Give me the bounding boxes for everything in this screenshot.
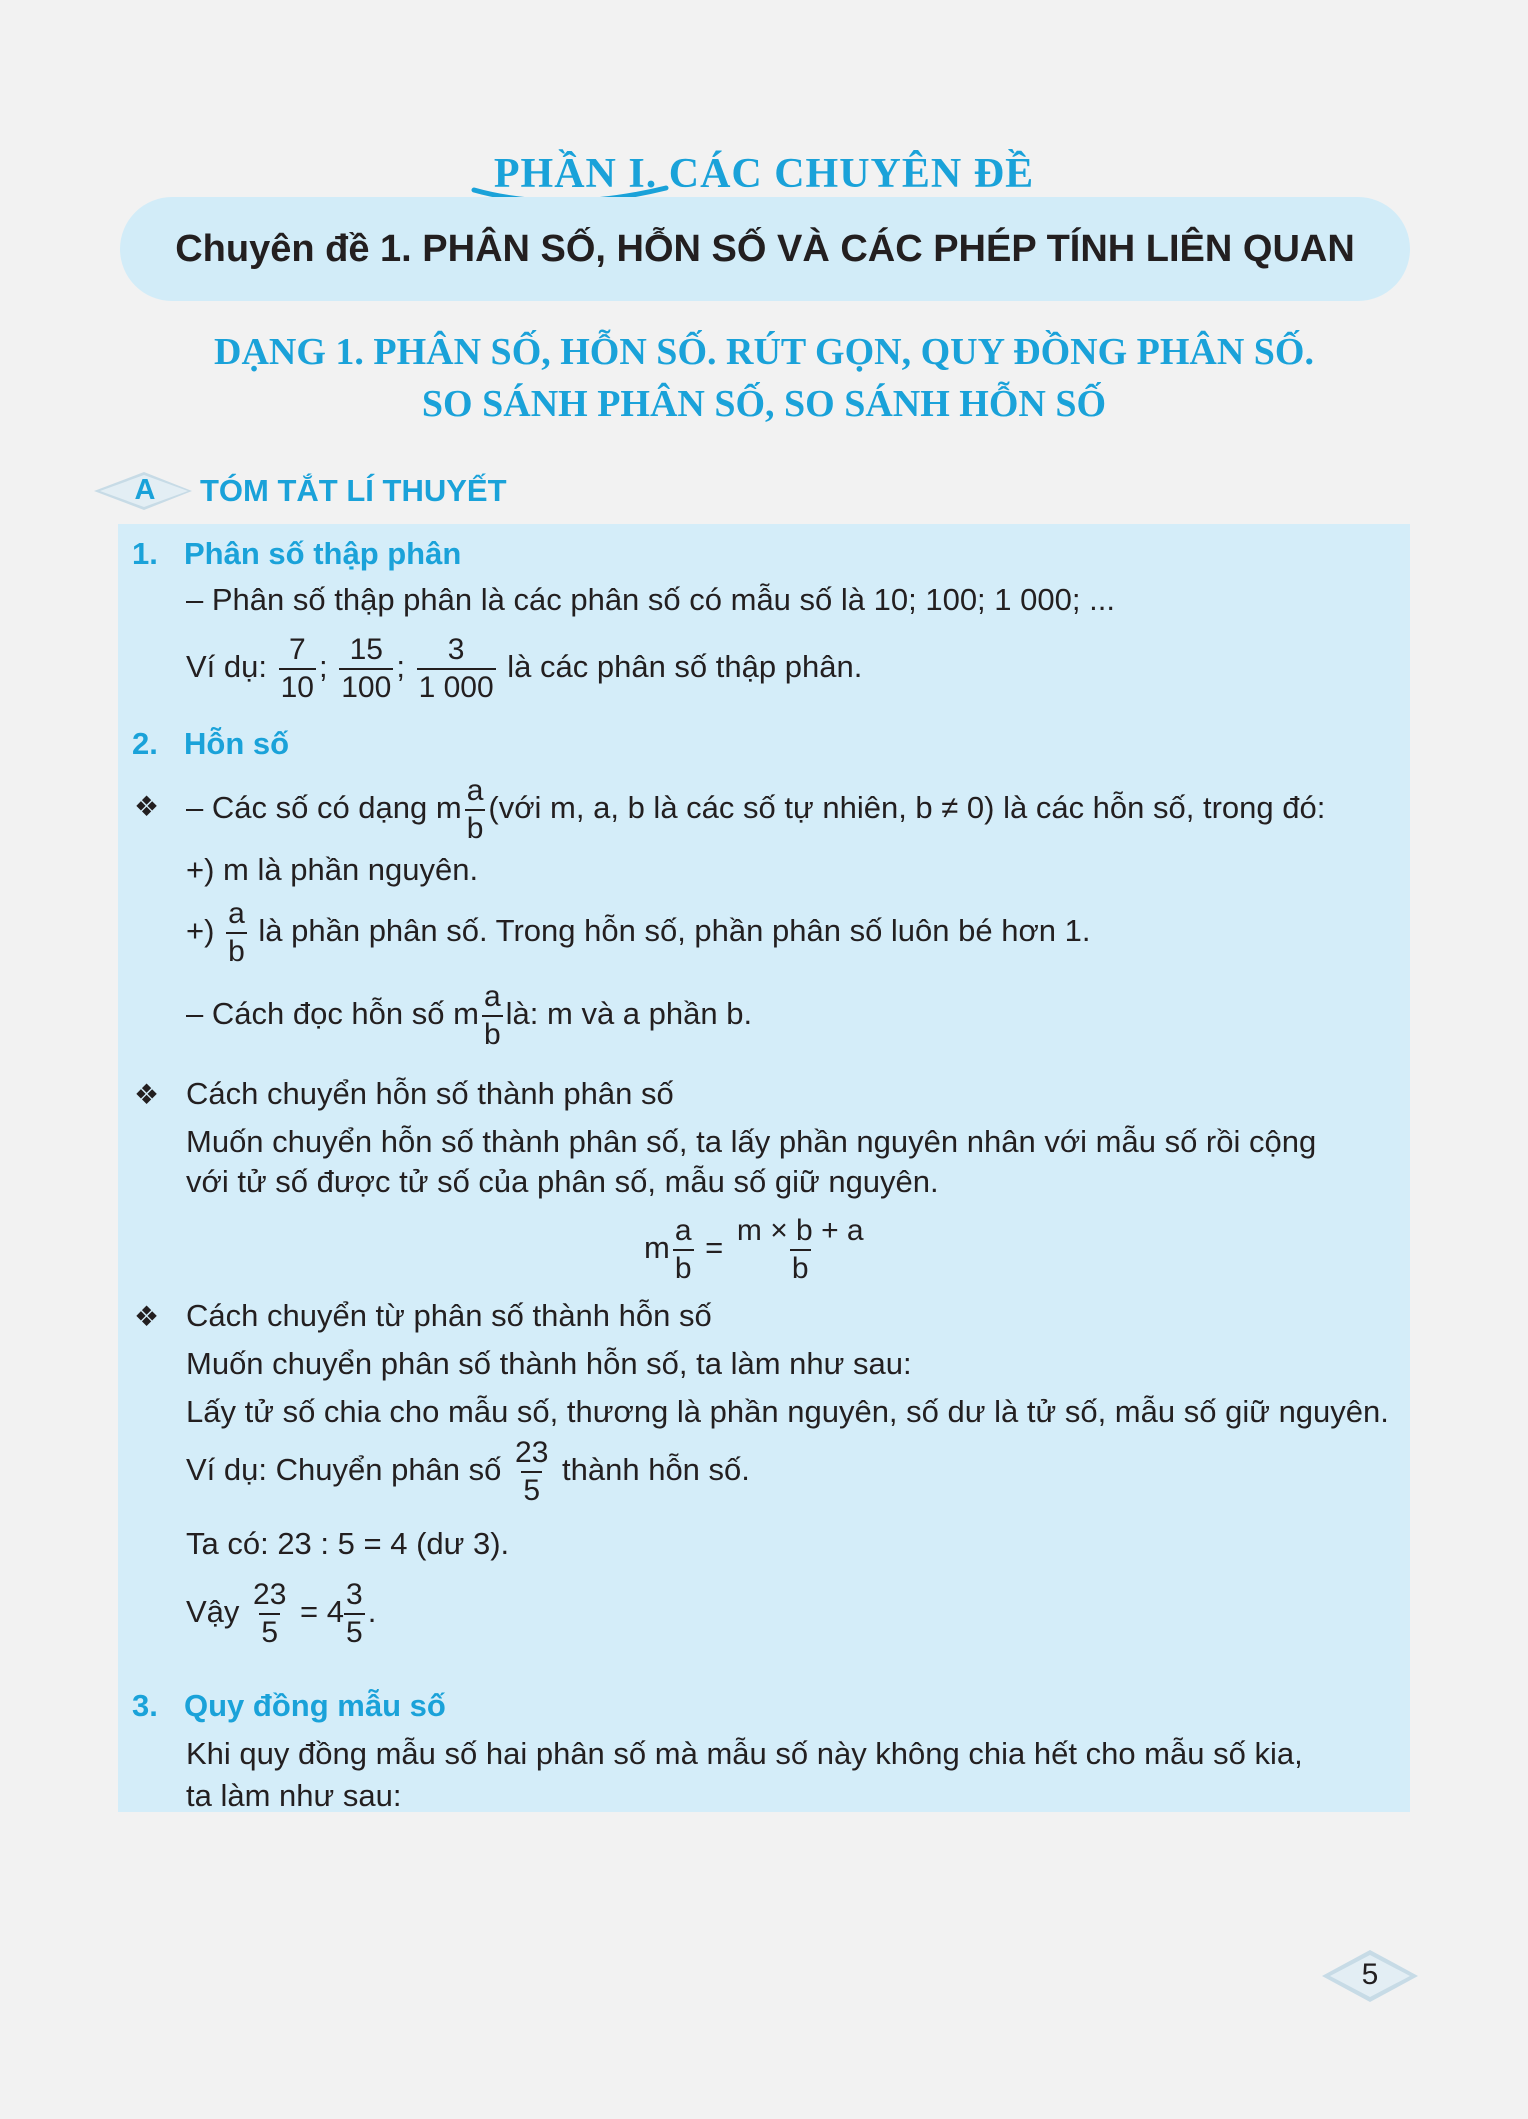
mixed-number-reading bbox=[186, 974, 752, 1054]
fraction-a-b: $\frac{a}{b}$ bbox=[228, 896, 245, 968]
section-title: TÓM TẮT LÍ THUYẾT bbox=[200, 473, 507, 508]
example-suffix: thành hỗn số. bbox=[562, 1452, 750, 1487]
division-calculation: Ta có: 23 : 5 = 4 (dư 3). bbox=[186, 1526, 510, 1561]
topic-heading-line-1: DẠNG 1. PHÂN SỐ, HỖN SỐ. RÚT GỌN, QUY ĐỒNG PHÂN SỐ. bbox=[214, 331, 1314, 373]
common-denominator-line-1: Khi quy đồng mẫu số hai phân số mà mẫu số này không chia hết cho mẫu số kia, bbox=[186, 1736, 1303, 1771]
bullet-diamond-icon: ❖ bbox=[134, 1079, 160, 1110]
mixed-number-definition bbox=[186, 768, 1325, 848]
chapter-title: Chuyên đề 1. PHÂN SỐ, HỖN SỐ VÀ CÁC PHÉP TÍNH LIÊN QUAN bbox=[175, 227, 1355, 270]
fraction-3-1000: $\frac{3}{1 000}$ bbox=[418, 632, 494, 704]
reading-prefix: – Cách đọc hỗn số bbox=[186, 996, 445, 1031]
topic-heading bbox=[0, 326, 1528, 430]
mixed-whole-m: m bbox=[644, 1230, 670, 1265]
equals-sign: = bbox=[705, 1230, 724, 1265]
result-prefix: Vậy bbox=[186, 1594, 240, 1629]
whole-part-item: +) m là phần nguyên. bbox=[186, 852, 479, 887]
page-number-text: 5 bbox=[1361, 1958, 1379, 1991]
common-denominator-line-2: ta làm như sau: bbox=[186, 1778, 402, 1813]
fraction-23-5: $\frac{23}{5}$ bbox=[515, 1435, 549, 1507]
decimal-fraction-example bbox=[186, 630, 862, 704]
mixed-whole-m: m bbox=[435, 790, 462, 825]
example-suffix: là các phân số thập phân. bbox=[507, 649, 863, 684]
separator: ; bbox=[396, 649, 405, 684]
separator: ; bbox=[319, 649, 328, 684]
convert-mixed-to-fraction-title: Cách chuyển hỗn số thành phân số bbox=[186, 1076, 674, 1111]
fraction-a-b: $\frac{a}{b}$ bbox=[674, 1213, 692, 1285]
definition-suffix: (với m, a, b là các số tự nhiên, b ≠ 0) là các hỗn số, trong đó: bbox=[488, 790, 1326, 825]
fraction-3-5: $\frac{3}{5}$ bbox=[346, 1577, 363, 1649]
mixed-whole-m: m bbox=[453, 996, 479, 1031]
subheading-number: 1. bbox=[132, 536, 158, 571]
subheading-text: Phân số thập phân bbox=[184, 536, 462, 571]
example-prefix: Ví dụ: Chuyển phân số bbox=[186, 1452, 502, 1487]
subheading-common-denominator bbox=[132, 1686, 446, 1726]
subheading-text: Quy đồng mẫu số bbox=[184, 1688, 446, 1723]
mixed-whole-part: 4 bbox=[326, 1594, 345, 1629]
mixed-to-fraction-formula bbox=[644, 1210, 869, 1286]
convert-mixed-to-fraction-line-1: Muốn chuyển hỗn số thành phân số, ta lấy phần nguyên nhân với mẫu số rồi cộng bbox=[186, 1124, 1317, 1159]
subheading-number: 2. bbox=[132, 726, 158, 761]
fraction-15-100: $\frac{15}{100}$ bbox=[341, 632, 392, 704]
bullet-diamond-icon: ❖ bbox=[134, 791, 160, 822]
part-title bbox=[0, 150, 1528, 200]
fraction-23-5: $\frac{23}{5}$ bbox=[253, 1577, 287, 1649]
subheading-number: 3. bbox=[132, 1688, 158, 1723]
conversion-example bbox=[186, 1430, 750, 1510]
example-label: Ví dụ: bbox=[186, 649, 267, 684]
subheading-text: Hỗn số bbox=[184, 726, 290, 761]
page-number bbox=[1322, 1946, 1418, 2006]
topic-heading-line-2: SO SÁNH PHÂN SỐ, SO SÁNH HỖN SỐ bbox=[421, 383, 1107, 425]
equals-sign: = bbox=[300, 1594, 319, 1629]
bullet-diamond-icon: ❖ bbox=[134, 1301, 160, 1332]
decimal-fraction-definition: – Phân số thập phân là các phân số có mẫu số là 10; 100; 1 000; ... bbox=[186, 582, 1115, 617]
item-suffix: là phần phân số. Trong hỗn số, phần phân số luôn bé hơn 1. bbox=[258, 913, 1091, 948]
formula-result-fraction: $\frac{m \times b + a}{b}$ bbox=[736, 1213, 864, 1285]
definition-prefix: – Các số có dạng bbox=[186, 790, 428, 825]
reading-suffix: là: m và a phần b. bbox=[505, 996, 753, 1031]
conversion-result bbox=[186, 1572, 376, 1652]
part-title-text: PHẦN I. CÁC CHUYÊN ĐỀ bbox=[493, 151, 1035, 197]
fraction-a-b: $\frac{a}{b}$ bbox=[483, 979, 501, 1051]
convert-fraction-to-mixed-title: Cách chuyển từ phân số thành hỗn số bbox=[186, 1298, 712, 1333]
theory-box bbox=[118, 524, 1410, 1812]
fraction-7-10: $\frac{7}{10}$ bbox=[280, 632, 314, 704]
section-letter: A bbox=[134, 474, 156, 506]
item-prefix: +) bbox=[186, 913, 215, 948]
convert-fraction-to-mixed-line-1: Muốn chuyển phân số thành hỗn số, ta làm như sau: bbox=[186, 1346, 912, 1381]
subheading-decimal-fraction bbox=[132, 534, 461, 574]
convert-fraction-to-mixed-line-2: Lấy tử số chia cho mẫu số, thương là phần nguyên, số dư là tử số, mẫu số giữ nguyên. bbox=[186, 1394, 1389, 1429]
chapter-title-bar bbox=[120, 197, 1410, 301]
fraction-a-b: $\frac{a}{b}$ bbox=[466, 773, 484, 845]
convert-mixed-to-fraction-line-2: với tử số được tử số của phân số, mẫu số giữ nguyên. bbox=[186, 1164, 939, 1199]
subheading-mixed-number bbox=[132, 724, 289, 764]
fraction-part-item bbox=[186, 890, 1091, 972]
period: . bbox=[367, 1594, 377, 1629]
